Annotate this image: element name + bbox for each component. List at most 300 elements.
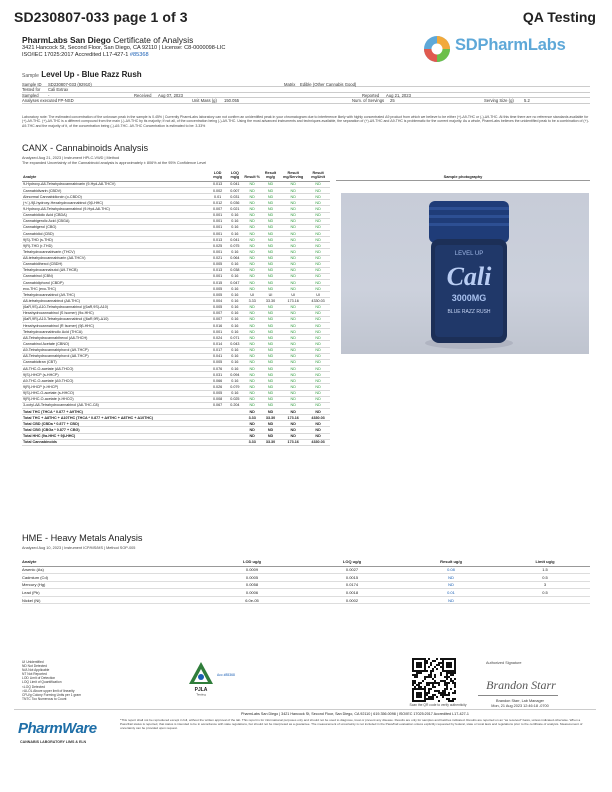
- qr-module: [454, 668, 456, 670]
- cell-value: ND: [261, 255, 280, 261]
- qr-module: [448, 682, 450, 684]
- qr-module: [418, 696, 420, 698]
- total-name: Total THC + Δ8THC + Δ10THC (THCA * 0.877 + Δ9THC + Δ8THC + Δ10THC): [22, 415, 209, 421]
- cell-value: ND: [306, 261, 330, 267]
- cell-value: 0.16: [226, 261, 243, 267]
- qr-module: [440, 694, 442, 696]
- qr-module: [424, 668, 426, 670]
- cell-value: 0.012: [209, 200, 226, 206]
- cell-value: ND: [261, 341, 280, 347]
- cell-value: ND: [280, 237, 306, 243]
- cell-value: 0.0002: [302, 596, 402, 604]
- analyte-name: exo-THC (exo-THC): [22, 286, 209, 292]
- cell-value: ND: [244, 304, 261, 310]
- cell-value: 0.0015: [302, 574, 402, 582]
- accreditation-number: #85368: [129, 52, 149, 58]
- hme-analyzed: Analyzed Aug 10, 2023 | Instrument ICP/MS/MS | Method SOP-005: [22, 546, 136, 550]
- cell-value: 0.031: [226, 194, 243, 200]
- cell-value: 0.047: [226, 280, 243, 286]
- cell-value: ND: [244, 390, 261, 396]
- cell-value: ND: [244, 335, 261, 341]
- cell-value: ND: [280, 280, 306, 286]
- verification-qr-code[interactable]: [412, 658, 456, 702]
- footer-divider: [14, 709, 596, 710]
- qr-module: [440, 672, 442, 674]
- qr-module: [412, 668, 414, 670]
- qr-module: [444, 690, 446, 692]
- qr-module: [426, 692, 428, 694]
- cell-value: ND: [244, 243, 261, 249]
- signer: [480, 699, 560, 708]
- cell-value: ND: [280, 181, 306, 187]
- qr-module: [454, 664, 456, 666]
- qr-module: [428, 698, 430, 700]
- qr-module: [442, 680, 444, 682]
- info-row: [22, 98, 590, 103]
- cell-value: UI: [306, 292, 330, 298]
- cell-value: 3.33: [244, 298, 261, 304]
- cell-value: ND: [261, 353, 280, 359]
- qr-module: [430, 688, 432, 690]
- qr-module: [426, 698, 428, 700]
- qr-module: [424, 690, 426, 692]
- qr-module: [420, 700, 422, 702]
- cell-value: ND: [261, 194, 280, 200]
- cell-value: 0.0009: [202, 566, 302, 574]
- qr-module: [442, 696, 444, 698]
- analyte-name: Cannabidiol (CBD): [22, 230, 209, 236]
- cell-value: ND: [306, 286, 330, 292]
- qr-module: [440, 666, 442, 668]
- pjla-text: PJLA: [194, 687, 208, 693]
- cell-value: ND: [244, 194, 261, 200]
- cell-value: ND: [306, 384, 330, 390]
- qr-module: [414, 686, 416, 688]
- qr-module: [426, 684, 428, 686]
- cell-value: ND: [280, 255, 306, 261]
- qr-module: [446, 694, 448, 696]
- qr-module: [442, 694, 444, 696]
- qr-module: [448, 670, 450, 672]
- cell-value: 0.007: [209, 310, 226, 316]
- qr-module: [430, 674, 432, 676]
- executed-label: Analyses executed: [22, 98, 58, 104]
- cell-value: ND: [261, 359, 280, 365]
- qr-module: [454, 698, 456, 700]
- analyte-name: (+/-)-9β-hydroxy-Hexahydrocannabinol (9β-HHC): [22, 200, 209, 206]
- analyte-name: Δ8-tetrahydrocannabivarin (Δ8-THCV): [22, 255, 209, 261]
- analyte-name: Cannabidiolic Acid (CBDA): [22, 212, 209, 218]
- cell-value: ND: [280, 366, 306, 372]
- legend-item: <LOQ Detected: [22, 684, 45, 689]
- total-name: Total CBG (CBGa * 0.877 + CBG): [22, 427, 209, 433]
- qr-module: [420, 682, 422, 684]
- cell-value: 0.013: [209, 237, 226, 243]
- qr-module: [432, 698, 434, 700]
- legend-item: UI Unidentified: [22, 660, 44, 664]
- analyte-name: Cannabinol Acetate (CBNO): [22, 341, 209, 347]
- canx-title: CANX - Cannabinoids Analysis: [22, 143, 149, 153]
- cannabinoids-table: [22, 172, 330, 446]
- qr-module: [446, 684, 448, 686]
- qr-module: [424, 662, 426, 664]
- lab-accreditation-line: [22, 52, 322, 59]
- qr-module: [450, 700, 452, 702]
- qr-module: [444, 694, 446, 696]
- cell-value: ND: [261, 316, 280, 322]
- total-value: ND: [306, 409, 330, 415]
- qr-module: [450, 666, 452, 668]
- qr-module: [444, 680, 446, 682]
- qr-module: [412, 664, 414, 666]
- cell-value: ND: [306, 329, 330, 335]
- received: Aug 07, 2023: [158, 92, 183, 98]
- qr-module: [426, 660, 428, 662]
- qr-module: [448, 698, 450, 700]
- qr-module: [434, 690, 436, 692]
- qr-module: [450, 664, 452, 666]
- qr-module: [416, 666, 418, 668]
- qr-module: [416, 670, 418, 672]
- cell-value: 0.0174: [302, 581, 402, 589]
- total-value: ND: [261, 433, 280, 439]
- cell-value: ND: [244, 273, 261, 279]
- qr-module: [450, 670, 452, 672]
- unit-mass-label: Unit Mass (g): [192, 98, 217, 104]
- lab-title: [22, 35, 193, 45]
- qr-module: [412, 692, 414, 694]
- cell-value: 0.025: [209, 243, 226, 249]
- qr-module: [420, 658, 422, 660]
- qr-module: [422, 700, 424, 702]
- qr-module: [414, 688, 416, 690]
- tested-for-label: Tested for: [22, 87, 41, 93]
- cell-value: ND: [306, 396, 330, 402]
- qr-module: [454, 682, 456, 684]
- analyte-name: 9(S)-HHC-O-acetate (s-HHCO): [22, 390, 209, 396]
- cell-value: ND: [244, 347, 261, 353]
- qr-module: [430, 682, 432, 684]
- signature-line: [478, 695, 558, 696]
- qr-module: [424, 658, 426, 660]
- analyte-name: Mercury (Hg): [22, 581, 202, 589]
- logo-text: SDPharmLabs: [455, 36, 566, 54]
- legend-item: TNTC Too Numerous to Count: [22, 696, 67, 701]
- cell-value: 0.16: [226, 378, 243, 384]
- cell-value: ND: [306, 194, 330, 200]
- matrix: Edible (Other Cannabis Good): [300, 82, 357, 87]
- cell-value: ND: [244, 372, 261, 378]
- sample-info: [22, 82, 590, 104]
- qr-module: [444, 682, 446, 684]
- cell-value: 0.021: [226, 206, 243, 212]
- total-name: Total THC (THCA * 0.877 + Δ9THC): [22, 409, 209, 415]
- cell-value: ND: [261, 310, 280, 316]
- cell-value: ND: [306, 402, 330, 408]
- qr-module: [424, 700, 426, 702]
- qr-module: [438, 682, 440, 684]
- qr-module: [414, 700, 416, 702]
- cell-value: 0.079: [226, 384, 243, 390]
- qr-module: [450, 688, 452, 690]
- cell-value: 0.01: [209, 194, 226, 200]
- qr-module: [450, 672, 452, 674]
- qr-module: [420, 664, 422, 666]
- cell-value: ND: [244, 316, 261, 322]
- cell-value: ND: [306, 218, 330, 224]
- qr-module: [416, 688, 418, 690]
- qr-module: [428, 692, 430, 694]
- cell-value: 0.076: [209, 366, 226, 372]
- qr-module: [428, 682, 430, 684]
- cell-value: ND: [280, 212, 306, 218]
- qr-module: [424, 696, 426, 698]
- total-value: ND: [306, 427, 330, 433]
- qr-module: [424, 678, 426, 680]
- cell-value: 0.16: [226, 298, 243, 304]
- analyte-name: Nickel (Ni): [22, 596, 202, 604]
- qr-module: [422, 688, 424, 690]
- sampled: -: [48, 92, 50, 98]
- qr-module: [452, 698, 454, 700]
- total-value: ND: [244, 433, 261, 439]
- qr-module: [416, 692, 418, 694]
- analyte-name: Hexahydrocannabinol (S Isomer) (9α-HHC): [22, 310, 209, 316]
- cell-value: ND: [306, 237, 330, 243]
- cell-value: ND: [280, 243, 306, 249]
- qr-module: [412, 700, 414, 702]
- pjla-badge-icon: [186, 660, 216, 696]
- qr-module: [434, 660, 436, 662]
- qr-module: [430, 664, 432, 666]
- qr-module: [452, 672, 454, 674]
- cell-value: 0.031: [209, 372, 226, 378]
- table-row: [22, 581, 590, 589]
- analyte-name: 9-Hydroxy-Δ8-Tetrahydrocannabinol (9-Hyd-Δ8-THC): [22, 206, 209, 212]
- cell-value: UI: [244, 292, 261, 298]
- analyte-name: 9-Hydroxy-Δ8-Tetrahydrocannabivarin (9-Hyd-Δ8-THCV): [22, 181, 209, 187]
- qr-module: [420, 672, 422, 674]
- cell-value: ND: [280, 273, 306, 279]
- analyte-name: Cannabidivarin (CBDV): [22, 187, 209, 193]
- qr-module: [412, 698, 414, 700]
- total-value: 173.16: [280, 439, 306, 445]
- sample-id: SD230807-033 (92910): [48, 82, 92, 87]
- qr-module: [414, 682, 416, 684]
- qr-module: [446, 672, 448, 674]
- qr-module: [422, 658, 424, 660]
- cell-value: ND: [244, 224, 261, 230]
- col-limit: Limit ug/g: [500, 556, 590, 566]
- qr-module: [428, 658, 430, 660]
- qr-module: [434, 666, 436, 668]
- cell-value: ND: [261, 261, 280, 267]
- qr-module: [432, 682, 434, 684]
- qr-module: [418, 658, 420, 660]
- qr-module: [444, 692, 446, 694]
- cell-value: ND: [280, 249, 306, 255]
- cell-value: 173.16: [280, 298, 306, 304]
- cell-value: ND: [244, 181, 261, 187]
- cell-value: 0.16: [226, 366, 243, 372]
- cell-value: ND: [280, 261, 306, 267]
- cell-value: ND: [306, 200, 330, 206]
- total-value: 3.33: [244, 439, 261, 445]
- analyte-name: 9(R)-THD (r-THD): [22, 243, 209, 249]
- qr-module: [438, 662, 440, 664]
- qr-module: [424, 698, 426, 700]
- qr-module: [434, 682, 436, 684]
- cell-value: UI: [261, 292, 280, 298]
- cell-value: ND: [306, 267, 330, 273]
- qr-module: [428, 676, 430, 678]
- cell-value: 0.08: [402, 566, 500, 574]
- qr-module: [416, 700, 418, 702]
- qr-module: [442, 670, 444, 672]
- table-row: [22, 596, 590, 604]
- total-name: Total CBD (CBDa * 0.877 + CBD): [22, 421, 209, 427]
- qr-module: [418, 664, 420, 666]
- analyte-name: Cannabicitran (CBT): [22, 359, 209, 365]
- lab-name: PharmLabs San Diego: [22, 35, 111, 45]
- analyte-name: Cannabigerolic Acid (CBGA): [22, 218, 209, 224]
- analyte-name: Cannabidiphorol (CBDP): [22, 280, 209, 286]
- cell-value: 0.0006: [202, 589, 302, 597]
- cell-value: ND: [261, 347, 280, 353]
- qr-module: [424, 686, 426, 688]
- cell-value: ND: [244, 286, 261, 292]
- cell-value: ND: [306, 243, 330, 249]
- cell-value: ND: [244, 200, 261, 206]
- cell-value: ND: [261, 366, 280, 372]
- cell-value: ND: [280, 224, 306, 230]
- cell-value: ND: [261, 329, 280, 335]
- cell-value: 0.005: [209, 286, 226, 292]
- cell-value: ND: [244, 366, 261, 372]
- cell-value: 0.024: [209, 335, 226, 341]
- cell-value: ND: [261, 384, 280, 390]
- cell-value: 0.002: [209, 187, 226, 193]
- cell-value: ND: [261, 273, 280, 279]
- doc-title: Certificate of Analysis: [113, 35, 194, 45]
- cell-value: ND: [306, 378, 330, 384]
- pjla-sub: Testing: [196, 692, 206, 696]
- analyte-name: 3-octyl-Δ8-Tetrahydrocannabinol (Δ8-THC-C8): [22, 402, 209, 408]
- qr-module: [430, 670, 432, 672]
- cell-value: [500, 596, 590, 604]
- table-row: [22, 574, 590, 582]
- cell-value: 0.001: [209, 329, 226, 335]
- col-lod: LOD ug/g: [202, 556, 302, 566]
- qr-module: [446, 682, 448, 684]
- analyte-name: Δ8-THC-O-acetate (Δ8-THCO): [22, 366, 209, 372]
- serving-size: 5.2: [524, 98, 530, 104]
- canx-header: [22, 143, 590, 166]
- cell-value: 0.041: [226, 181, 243, 187]
- cell-value: 0.005: [209, 390, 226, 396]
- total-value: ND: [261, 409, 280, 415]
- analyte-name: 9(S)-HHCP (s-HHCP): [22, 372, 209, 378]
- cell-value: 0.008: [209, 396, 226, 402]
- qr-module: [420, 694, 422, 696]
- qr-module: [418, 670, 420, 672]
- cell-value: 0.026: [209, 384, 226, 390]
- qr-module: [426, 682, 428, 684]
- qr-module: [420, 692, 422, 694]
- col-result-unit: Result mg/Unit: [306, 172, 330, 181]
- hme-title: HME - Heavy Metals Analysis: [22, 533, 143, 543]
- qr-module: [430, 698, 432, 700]
- qr-module: [454, 658, 456, 660]
- qr-module: [420, 662, 422, 664]
- qr-module: [416, 674, 418, 676]
- total-value: 33.30: [261, 415, 280, 421]
- cell-value: ND: [280, 396, 306, 402]
- qr-module: [448, 666, 450, 668]
- qr-module: [428, 690, 430, 692]
- cell-value: 0.16: [226, 329, 243, 335]
- qr-module: [446, 688, 448, 690]
- unit-mass: 150.055: [224, 98, 240, 104]
- table-header-row: [22, 556, 590, 566]
- qr-module: [412, 690, 414, 692]
- cell-value: ND: [280, 187, 306, 193]
- analyte-name: 9(R)-HHCP (r-HHCP): [22, 384, 209, 390]
- qr-module: [412, 670, 414, 672]
- cell-value: ND: [244, 396, 261, 402]
- col-analyte: Analyte: [22, 172, 209, 181]
- cell-value: 0.021: [209, 255, 226, 261]
- qr-caption: Scan the QR code to verify authenticity: [409, 703, 467, 707]
- cell-value: 0.071: [226, 335, 243, 341]
- qr-module: [428, 688, 430, 690]
- qr-module: [414, 680, 416, 682]
- qr-module: [418, 684, 420, 686]
- qr-module: [412, 660, 414, 662]
- cell-value: 0.041: [226, 237, 243, 243]
- cell-value: 0.0018: [302, 589, 402, 597]
- analyte-name: 9(S)-THD (s-THD): [22, 237, 209, 243]
- qr-module: [434, 676, 436, 678]
- qr-module: [432, 684, 434, 686]
- cell-value: 0.5: [500, 589, 590, 597]
- sample-title: [22, 70, 142, 79]
- cell-value: ND: [244, 310, 261, 316]
- cell-value: 0.16: [226, 353, 243, 359]
- qr-module: [446, 686, 448, 688]
- cell-value: 0.043: [226, 341, 243, 347]
- qr-module: [426, 662, 428, 664]
- qr-module: [454, 660, 456, 662]
- serving-size-label: Serving Size (g): [484, 98, 514, 104]
- cell-value: 0.005: [209, 261, 226, 267]
- cell-value: 33.30: [261, 298, 280, 304]
- jar-brand: LEVEL UP: [454, 251, 484, 257]
- qr-module: [432, 696, 434, 698]
- qr-module: [432, 670, 434, 672]
- cell-value: ND: [261, 212, 280, 218]
- cell-value: 0.0005: [202, 574, 302, 582]
- cell-value: 0.075: [226, 243, 243, 249]
- signature-image: Brandon Starr: [486, 678, 556, 692]
- qr-module: [446, 666, 448, 668]
- qr-module: [422, 670, 424, 672]
- qr-module: [436, 668, 438, 670]
- cell-value: ND: [244, 249, 261, 255]
- analyte-name: Tetrahydrocannabutol (Δ9-THCB): [22, 267, 209, 273]
- cell-value: ND: [402, 596, 500, 604]
- qr-module: [418, 692, 420, 694]
